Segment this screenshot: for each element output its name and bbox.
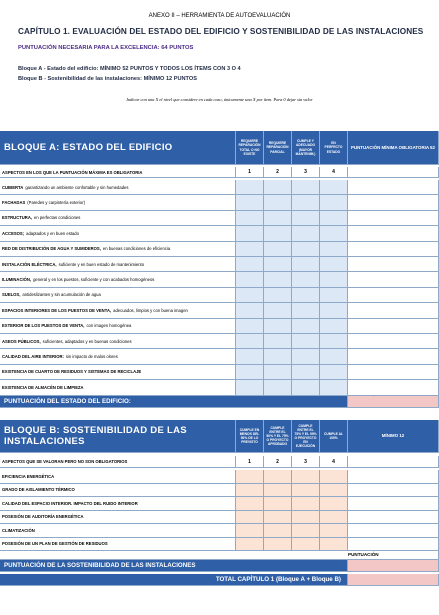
points-cell [348,470,439,484]
aspect-a-desc: suficientes, adaptados y en buenas condiciones [42,338,132,344]
block-a-header-row [0,131,439,165]
level-3-checkbox[interactable] [292,484,320,498]
level-2-checkbox[interactable] [264,257,292,272]
block-b-sum-row [0,560,439,572]
points-cell [348,257,439,272]
block-b-requirement: Bloque B - Sostenibilidad de las instalaciones: MÍNIMO 12 PUNTOS [18,76,197,82]
aspect-a-name: ILUMINACIÓN, [2,277,32,283]
points-cell [348,303,439,318]
aspect-a-desc: con imagen homogénea [86,323,132,329]
points-cell [348,180,439,195]
aspect-a-label [0,257,236,272]
level-4-checkbox[interactable] [320,470,348,484]
aspect-a-desc: sin impacto de malos olores [65,354,118,360]
level-2-checkbox[interactable] [264,365,292,380]
points-cell [348,511,439,525]
block-b-aspects-row [0,456,439,468]
level-4: 4 [320,456,348,468]
aspect-b-label [0,497,236,511]
level-4-checkbox[interactable] [320,484,348,498]
block-a-score-input[interactable] [348,396,439,408]
points-cell [348,365,439,380]
aspect-a-name: INSTALACIÓN ELÉCTRICA, [2,261,57,267]
aspect-a-label [0,349,236,364]
level-2: 2 [264,167,292,178]
level-2-checkbox[interactable] [264,226,292,241]
block-a-col-1: REQUIERE REPARACIÓN TOTAL O NO EXISTE [236,131,264,165]
aspect-b-row [0,524,439,538]
aspect-b-name: GRADO DE AISLAMIENTO TÉRMICO [2,487,75,493]
total-row [0,574,439,586]
points-cell [348,195,439,210]
level-4-checkbox[interactable] [320,334,348,349]
aspect-a-label [0,365,236,380]
points-blank [348,167,439,178]
aspect-a-name: EXISTENCIA DE ALMACÉN DE LIMPIEZA [2,384,84,390]
level-3: 3 [292,456,320,468]
level-3-checkbox[interactable] [292,195,320,210]
level-3-checkbox[interactable] [292,272,320,287]
aspect-a-name: RED DE DISTRIBUCIÓN DE AGUA Y SUMIDEROS, [2,246,101,252]
level-2-checkbox[interactable] [264,180,292,195]
aspect-a-desc: adecuados, limpios y con buena imagen [113,307,188,313]
aspect-a-name: ASEOS PÚBLICOS, [2,338,41,344]
level-4-checkbox[interactable] [320,195,348,210]
aspect-a-name: EXTERIOR DE LOS PUESTOS DE VENTA, [2,323,85,329]
points-cell [348,334,439,349]
block-b-title: BLOQUE B: SOSTENIBILIDAD DE LAS INSTALACIONES [0,420,236,453]
aspect-a-name: EXISTENCIA DE CUARTO DE RESIDUOS Y SISTEMAS DE RECICLAJE [2,369,142,375]
block-a-col-4: EN PERFECTO ESTADO [320,131,348,165]
aspect-b-label [0,524,236,538]
aspect-b-name: CALIDAD DEL ESPACIO INTERIOR. IMPACTO DEL RUIDO INTERIOR [2,500,138,506]
level-2-checkbox[interactable] [264,272,292,287]
level-4-checkbox[interactable] [320,349,348,364]
aspect-a-desc: en perfectas condiciones [34,215,81,221]
block-b-points-header: MÍNIMO 12 [348,420,439,453]
aspect-a-label [0,180,236,195]
instruction-note: Indicar con una X el nivel que considere en cada caso, únicamente una X por ítem. Para 0 dejar sin valor [126,97,313,102]
block-b-score-input[interactable] [348,560,439,572]
level-3-checkbox[interactable] [292,288,320,303]
points-blank [348,456,439,468]
spacer [0,550,348,560]
aspect-a-row [0,365,439,380]
aspect-a-label [0,319,236,334]
block-a-title: BLOQUE A: ESTADO DEL EDIFICIO [0,131,236,165]
aspect-b-name: POSESIÓN DE UN PLAN DE GESTIÓN DE RESIDUOS [2,541,108,547]
excellence-score: PUNTUACIÓN NECESARIA PARA LA EXCELENCIA: 64 PUNTOS [18,45,194,51]
level-3-checkbox[interactable] [292,242,320,257]
level-2-checkbox[interactable] [264,319,292,334]
level-1-checkbox[interactable] [236,365,264,380]
aspect-b-row [0,538,439,552]
aspect-b-label [0,484,236,498]
level-4-checkbox[interactable] [320,319,348,334]
aspect-a-desc: adaptados y en buen estado [26,230,79,236]
aspect-a-label [0,334,236,349]
level-4-checkbox[interactable] [320,524,348,538]
level-4-checkbox[interactable] [320,242,348,257]
level-1-checkbox[interactable] [236,288,264,303]
level-2-checkbox[interactable] [264,470,292,484]
aspect-a-name: FACHADAS [2,200,26,206]
level-3-checkbox[interactable] [292,511,320,525]
level-4-checkbox[interactable] [320,538,348,552]
aspect-a-desc: general y en los puestos, suficiente y con acabados homogéneos [33,277,155,283]
level-3-checkbox[interactable] [292,226,320,241]
level-4-checkbox[interactable] [320,288,348,303]
aspect-a-desc: en buenas condiciones de eficiencia [102,246,171,252]
level-4-checkbox[interactable] [320,211,348,226]
level-2-checkbox[interactable] [264,288,292,303]
level-1-checkbox[interactable] [236,497,264,511]
block-a-requirement: Bloque A - Estado del edificio: MÍNIMO 52 PUNTOS Y TODOS LOS ÍTEMS CON 3 O 4 [18,66,241,72]
level-1-checkbox[interactable] [236,484,264,498]
level-4-checkbox[interactable] [320,511,348,525]
aspect-a-desc: suficiente y en buen estado de mantenimiento [58,261,145,267]
level-1-checkbox[interactable] [236,538,264,552]
aspect-a-label [0,226,236,241]
level-2-checkbox[interactable] [264,334,292,349]
level-3-checkbox[interactable] [292,211,320,226]
aspect-a-name: CALIDAD DEL AIRE INTERIOR: [2,354,64,360]
aspect-a-label [0,288,236,303]
level-1-checkbox[interactable] [236,334,264,349]
aspect-a-row [0,319,439,334]
level-3-checkbox[interactable] [292,524,320,538]
aspect-a-row [0,180,439,195]
aspect-b-label [0,511,236,525]
level-3-checkbox[interactable] [292,538,320,552]
level-3-checkbox[interactable] [292,303,320,318]
aspect-a-name: ESTRUCTURA, [2,215,33,221]
level-4-checkbox[interactable] [320,303,348,318]
level-4-checkbox[interactable] [320,497,348,511]
level-2-checkbox[interactable] [264,511,292,525]
level-3-checkbox[interactable] [292,319,320,334]
level-2-checkbox[interactable] [264,242,292,257]
aspect-a-name: CUBIERTA [2,184,24,190]
level-1-checkbox[interactable] [236,180,264,195]
level-3: 3 [292,167,320,178]
aspect-a-row [0,211,439,226]
aspect-b-row [0,484,439,498]
points-cell [348,497,439,511]
level-3-checkbox[interactable] [292,334,320,349]
aspect-b-label [0,538,236,552]
aspect-a-row [0,195,439,210]
level-1-checkbox[interactable] [236,211,264,226]
points-cell [348,349,439,364]
level-1: 1 [236,456,264,468]
block-a-col-3: CUMPLE Y ADECUADO (MAYOR MANTENIM.) [292,131,320,165]
level-4-checkbox[interactable] [320,365,348,380]
annex-label: ANEXO II – HERRAMIENTA DE AUTOEVALUACIÓN [148,13,291,19]
level-1: 1 [236,167,264,178]
points-cell [348,288,439,303]
aspect-a-desc: antideslizantes y sin acumulación de agua [22,292,101,298]
level-4-checkbox[interactable] [320,226,348,241]
block-b-aspects-header: ASPECTOS QUE SE VALORAN PERO NO SON OBLIGATORIOS [0,456,236,468]
points-cell [348,272,439,287]
aspect-a-row [0,257,439,272]
level-1-checkbox[interactable] [236,470,264,484]
block-a-sum-label: PUNTUACIÓN DEL ESTADO DEL EDIFICIO: [0,396,348,408]
total-label: TOTAL CAPÍTULO 1 (Bloque A + Bloque B) [0,574,348,586]
level-4-checkbox[interactable] [320,272,348,287]
block-b-points-label-row [0,550,439,560]
aspect-a-label [0,211,236,226]
block-a-col-2: REQUIERE REPARACIÓN PARCIAL [264,131,292,165]
level-3-checkbox[interactable] [292,497,320,511]
level-2-checkbox[interactable] [264,538,292,552]
block-b-col-4: CUMPLE AL 100% [320,420,348,453]
aspect-a-name: SUELOS, [2,292,21,298]
points-cell [348,211,439,226]
aspect-a-desc: garantizando un ambiente confortable y sin humedades [25,184,129,190]
level-1-checkbox[interactable] [236,524,264,538]
aspect-a-row [0,226,439,241]
level-1-checkbox[interactable] [236,319,264,334]
points-cell [348,226,439,241]
block-a-aspects-row [0,167,439,178]
block-b-sum-label: PUNTUACIÓN DE LA SOSTENIBILIDAD DE LAS INSTALACIONES [0,560,348,572]
level-2-checkbox[interactable] [264,349,292,364]
level-2-checkbox[interactable] [264,211,292,226]
level-4-checkbox[interactable] [320,257,348,272]
points-cell [348,538,439,552]
block-b-col-2: CUMPLE ENTRE EL 50% Y EL 75% O PROYECTO APROBADO [264,420,292,453]
level-1-checkbox[interactable] [236,349,264,364]
points-cell [348,484,439,498]
block-b-col-1: CUMPLE EN MENOS DEL 50% DE LO PREVISTO [236,420,264,453]
level-3-checkbox[interactable] [292,349,320,364]
level-1-checkbox[interactable] [236,195,264,210]
level-2-checkbox[interactable] [264,484,292,498]
total-score-input[interactable] [348,574,439,586]
aspect-a-label [0,272,236,287]
aspect-a-name: ESPACIOS INTERIORES DE LOS PUESTOS DE VENTA, [2,307,112,313]
aspect-a-row [0,303,439,318]
aspect-b-row [0,470,439,484]
level-4-checkbox[interactable] [320,180,348,195]
block-b-header-row [0,420,439,453]
level-1-checkbox[interactable] [236,257,264,272]
level-2-checkbox[interactable] [264,497,292,511]
level-1-checkbox[interactable] [236,272,264,287]
level-1-checkbox[interactable] [236,242,264,257]
level-2-checkbox[interactable] [264,524,292,538]
block-b-points-label: PUNTUACIÓN [348,550,439,560]
aspect-a-label [0,303,236,318]
aspect-a-label [0,242,236,257]
level-3-checkbox[interactable] [292,365,320,380]
points-cell [348,242,439,257]
level-1-checkbox[interactable] [236,303,264,318]
aspect-b-label [0,470,236,484]
aspect-a-row [0,349,439,364]
aspect-a-row [0,272,439,287]
level-4: 4 [320,167,348,178]
block-b-col-3: CUMPLE ENTRE EL 75% Y EL 99% O PROYECTO EN EJECUCIÓN [292,420,320,453]
block-a-points-header: PUNTUACIÓN MÍNIMA OBLIGATORIA 52 [348,131,439,165]
level-2-checkbox[interactable] [264,195,292,210]
level-1-checkbox[interactable] [236,226,264,241]
points-cell [348,524,439,538]
aspect-a-row [0,334,439,349]
aspect-a-desc: (Paredes y carpintería exterior) [27,200,85,206]
block-a-aspects-header: ASPECTOS EN LOS QUE LA PUNTUACIÓN MÁXIMA ES OBLIGATORIA [0,167,236,178]
aspect-b-name: CLIMATIZACIÓN [2,527,35,533]
block-a-sum-row [0,396,439,408]
aspect-a-row [0,288,439,303]
aspect-b-name: EFICIENCIA ENERGÉTICA [2,473,55,479]
level-1-checkbox[interactable] [236,511,264,525]
level-3-checkbox[interactable] [292,470,320,484]
chapter-title: CAPÍTULO 1. EVALUACIÓN DEL ESTADO DEL EDIFICIO Y SOSTENIBILIDAD DE LAS INSTALACIONES [18,27,424,36]
level-3-checkbox[interactable] [292,257,320,272]
level-2-checkbox[interactable] [264,303,292,318]
points-cell [348,319,439,334]
aspect-b-row [0,497,439,511]
aspect-a-row [0,242,439,257]
level-3-checkbox[interactable] [292,180,320,195]
level-2: 2 [264,456,292,468]
aspect-b-row [0,511,439,525]
aspect-a-name: ACCESOS; [2,230,25,236]
aspect-a-label [0,195,236,210]
aspect-b-name: POSESIÓN DE AUDITORÍA ENERGÉTICA [2,514,84,520]
